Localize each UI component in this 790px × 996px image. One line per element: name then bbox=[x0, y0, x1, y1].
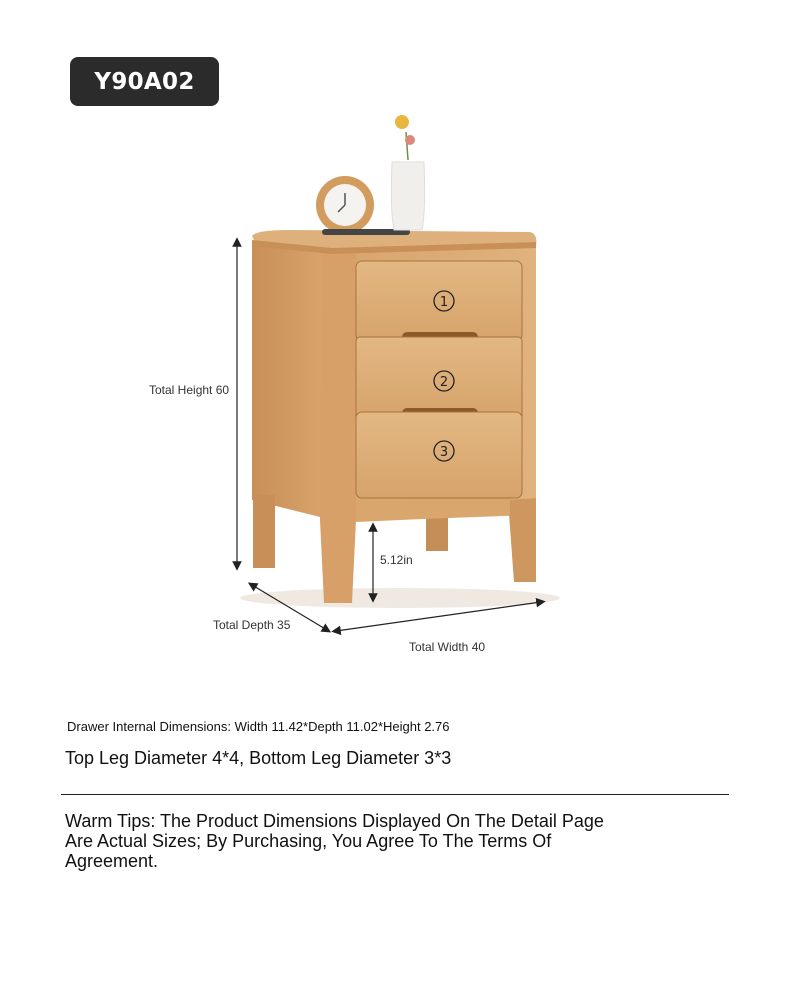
side-panel bbox=[252, 244, 332, 520]
flower-vase bbox=[391, 115, 424, 230]
width-label: Total Width 40 bbox=[409, 640, 486, 654]
side-leg bbox=[253, 495, 275, 568]
leg-height-label: 5.12in bbox=[380, 553, 413, 567]
drawer-3-number: 3 bbox=[439, 445, 449, 460]
back-leg bbox=[426, 515, 448, 551]
warm-tips: Warm Tips: The Product Dimensions Displayed On The Detail Page Are Actual Sizes; By Purchasing, You Agree To The Terms Of Agreement. bbox=[65, 811, 604, 871]
apron bbox=[356, 496, 510, 522]
desk-clock bbox=[316, 176, 374, 234]
height-label: Total Height 60 bbox=[149, 383, 230, 397]
front-right-leg bbox=[508, 498, 536, 582]
drawer-2-number: 2 bbox=[439, 375, 449, 390]
leg-diameter-spec: Top Leg Diameter 4*4, Bottom Leg Diameter 3*3 bbox=[65, 748, 452, 768]
section-divider bbox=[61, 794, 729, 795]
drawer-1-number: 1 bbox=[439, 295, 449, 310]
front-left-leg bbox=[320, 250, 356, 603]
depth-label: Total Depth 35 bbox=[213, 618, 291, 632]
model-number: Y90A02 bbox=[94, 68, 195, 95]
drawer-internal-dimensions: Drawer Internal Dimensions: Width 11.42*Depth 11.02*Height 2.76 bbox=[67, 719, 450, 734]
floor-shadow bbox=[240, 588, 560, 608]
